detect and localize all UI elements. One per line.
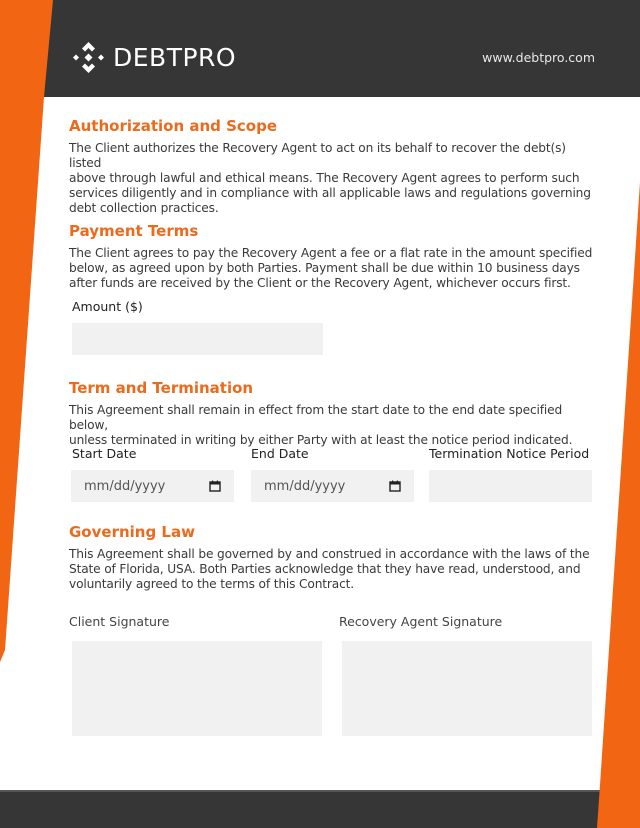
left-orange-stripe (0, 0, 53, 662)
brand-logo (72, 41, 236, 74)
paragraph-line: unless terminated in writing by either Party with at least the notice period indicated. (69, 433, 573, 447)
paragraph-line: This Agreement shall be governed by and construed in accordance with the laws of the (69, 547, 590, 561)
amount-label: Amount ($) (72, 299, 143, 314)
paragraph-line: above through lawful and ethical means. The Recovery Agent agrees to perform such (69, 171, 580, 185)
paragraph-line: The Client agrees to pay the Recovery Agent a fee or a flat rate in the amount specified (69, 246, 593, 260)
payment-paragraph (69, 246, 599, 291)
start-date-label: Start Date (72, 446, 137, 461)
paragraph-line: debt collection practices. (69, 201, 219, 215)
start-date-input[interactable] (71, 470, 234, 502)
end-date-input[interactable] (251, 470, 414, 502)
end-date-placeholder: mm/dd/yyyy (264, 478, 346, 494)
end-date-label: End Date (251, 446, 309, 461)
termination-notice-label: Termination Notice Period (429, 446, 590, 461)
agent-signature-field[interactable] (342, 641, 592, 736)
paragraph-line: State of Florida, USA. Both Parties acknowledge that they have read, understood, and (69, 562, 581, 576)
termination-notice-input[interactable] (429, 470, 592, 502)
section-title-authorization: Authorization and Scope (69, 117, 278, 135)
governing-law-paragraph (69, 547, 599, 592)
amount-input[interactable] (72, 323, 323, 355)
diamond-logo-icon (72, 41, 105, 74)
section-title-payment: Payment Terms (69, 222, 199, 240)
paragraph-line: voluntarily agreed to the terms of this Contract. (69, 577, 355, 591)
calendar-icon[interactable] (209, 480, 221, 492)
section-title-governing-law: Governing Law (69, 523, 195, 541)
term-paragraph (69, 403, 599, 448)
authorization-paragraph (69, 141, 599, 216)
website-link[interactable]: www.debtpro.com (482, 50, 595, 65)
calendar-icon[interactable] (389, 480, 401, 492)
brand-name: DEBTPRO (113, 43, 237, 72)
start-date-placeholder: mm/dd/yyyy (84, 478, 166, 494)
footer-bar (0, 790, 640, 828)
section-title-term: Term and Termination (69, 379, 254, 397)
client-signature-label: Client Signature (69, 614, 170, 629)
paragraph-line: This Agreement shall remain in effect from the start date to the end date specified below, (69, 403, 563, 432)
paragraph-line: below, as agreed upon by both Parties. Payment shall be due within 10 business days (69, 261, 580, 275)
client-signature-field[interactable] (72, 641, 322, 736)
paragraph-line: The Client authorizes the Recovery Agent to act on its behalf to recover the debt(s) listed (69, 141, 566, 170)
right-orange-stripe (597, 182, 640, 828)
paragraph-line: services diligently and in compliance with all applicable laws and regulations governing (69, 186, 591, 200)
agent-signature-label: Recovery Agent Signature (339, 614, 503, 629)
paragraph-line: after funds are received by the Client or the Recovery Agent, whichever occurs first. (69, 276, 571, 290)
